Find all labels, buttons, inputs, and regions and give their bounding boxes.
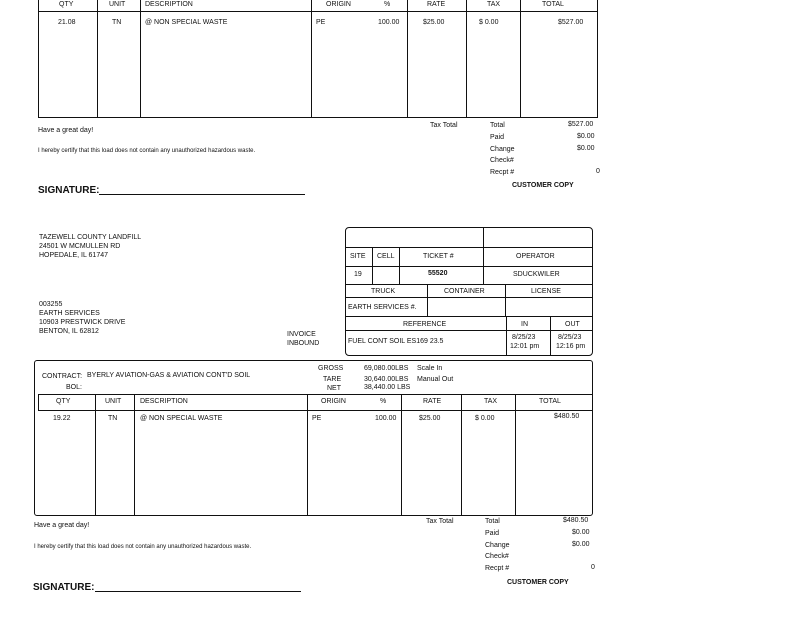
greeting: Have a great day! [34, 522, 90, 529]
row-total: $527.00 [558, 19, 584, 26]
signature-line [99, 194, 305, 195]
summary-label-total: Total [490, 122, 505, 129]
row-tax: $ 0.00 [479, 19, 499, 26]
in-label: IN [521, 321, 528, 328]
in-time: 12:01 pm [510, 343, 540, 350]
summary-label-recpt: Recpt # [490, 169, 515, 176]
row-tax: $ 0.00 [475, 415, 495, 422]
contract-value: BYERLY AVIATION-GAS & AVIATION CONT'D SOIL [87, 372, 251, 379]
reference-label: REFERENCE [403, 321, 447, 328]
header-qty: QTY [56, 398, 71, 405]
site-address-line2: HOPEDALE, IL 61747 [39, 252, 109, 259]
summary-value-change: $0.00 [577, 145, 595, 152]
header-origin: ORIGIN [326, 1, 351, 8]
header-description: DESCRIPTION [145, 1, 193, 8]
out-time: 12:16 pm [556, 343, 586, 350]
summary-value-total: $527.00 [568, 121, 594, 128]
certify-text: I hereby certify that this load does not contain any unauthorized hazardous waste. [34, 544, 252, 550]
summary-label-paid: Paid [485, 530, 500, 537]
summary-label-check: Check# [485, 553, 509, 560]
site-address-line1: 24501 W MCMULLEN RD [39, 243, 121, 250]
summary-value-paid: $0.00 [577, 133, 595, 140]
summary-label-check: Check# [490, 157, 514, 164]
operator-label: OPERATOR [516, 253, 555, 260]
summary-value-recpt: 0 [591, 564, 595, 571]
in-date: 8/25/23 [512, 334, 536, 341]
out-date: 8/25/23 [558, 334, 582, 341]
row-description: @ NON SPECIAL WASTE [140, 415, 223, 422]
summary-label-paid: Paid [490, 134, 505, 141]
row-total: $480.50 [554, 413, 580, 420]
header-description: DESCRIPTION [140, 398, 188, 405]
tax-total-label: Tax Total [426, 518, 454, 525]
customer-id: 003255 [39, 301, 63, 308]
row-unit: TN [112, 19, 122, 26]
header-total: TOTAL [539, 398, 561, 405]
tax-total-label: Tax Total [430, 122, 458, 129]
gross-label: GROSS [318, 365, 344, 372]
truck-label: TRUCK [371, 288, 396, 295]
summary-value-change: $0.00 [572, 541, 590, 548]
gross-note: Scale In [417, 365, 443, 372]
row-pct: 100.00 [378, 19, 400, 26]
net-value: 38,440.00 LBS [364, 384, 411, 391]
header-tax: TAX [487, 1, 501, 8]
header-rate: RATE [427, 1, 446, 8]
summary-label-change: Change [485, 542, 510, 549]
net-label: NET [327, 385, 341, 392]
tare-value: 30,640.00LBS [364, 376, 409, 383]
invoice-label: INVOICE [287, 331, 316, 338]
out-label: OUT [565, 321, 580, 328]
container-label: CONTAINER [444, 288, 485, 295]
certify-text: I hereby certify that this load does not contain any unauthorized hazardous waste. [38, 148, 256, 154]
ticket-value: 55520 [428, 270, 448, 277]
row-pct: 100.00 [375, 415, 397, 422]
site-label: SITE [350, 253, 366, 260]
header-qty: QTY [59, 1, 74, 8]
header-total: TOTAL [542, 1, 564, 8]
bol-label: BOL: [66, 384, 82, 391]
line-items-table [38, 0, 598, 118]
customer-name: EARTH SERVICES [39, 310, 100, 317]
tare-label: TARE [323, 376, 342, 383]
header-pct: % [380, 398, 387, 405]
row-qty: 21.08 [58, 19, 76, 26]
customer-address-line1: 10903 PRESTWICK DRIVE [39, 319, 126, 326]
row-unit: TN [108, 415, 118, 422]
row-origin: PE [316, 19, 326, 26]
row-rate: $25.00 [423, 19, 445, 26]
inbound-label: INBOUND [287, 340, 320, 347]
row-rate: $25.00 [419, 415, 441, 422]
row-qty: 19.22 [53, 415, 71, 422]
header-unit: UNIT [109, 1, 126, 8]
contract-box [34, 360, 593, 516]
summary-value-recpt: 0 [596, 168, 600, 175]
summary-label-change: Change [490, 146, 515, 153]
reference-value: FUEL CONT SOIL ES169 23.5 [348, 338, 444, 345]
gross-value: 69,080.00LBS [364, 365, 409, 372]
tare-note: Manual Out [417, 376, 454, 383]
site-name: TAZEWELL COUNTY LANDFILL [39, 234, 142, 241]
summary-value-total: $480.50 [563, 517, 589, 524]
truck-value: EARTH SERVICES #. [348, 304, 417, 311]
site-value: 19 [354, 271, 362, 278]
summary-label-total: Total [485, 518, 500, 525]
customer-copy-label: CUSTOMER COPY [512, 182, 574, 189]
operator-value: SDUCKWILER [513, 271, 560, 278]
header-tax: TAX [484, 398, 498, 405]
summary-label-recpt: Recpt # [485, 565, 510, 572]
cell-label: CELL [377, 253, 395, 260]
row-origin: PE [312, 415, 322, 422]
header-unit: UNIT [105, 398, 122, 405]
ticket-label: TICKET # [423, 253, 454, 260]
header-origin: ORIGIN [321, 398, 346, 405]
signature-label: SIGNATURE: [33, 582, 95, 593]
customer-copy-label: CUSTOMER COPY [507, 579, 569, 586]
contract-label: CONTRACT: [42, 373, 83, 380]
signature-label: SIGNATURE: [38, 185, 100, 196]
customer-address-line2: BENTON, IL 62812 [39, 328, 99, 335]
signature-line [95, 591, 301, 592]
greeting: Have a great day! [38, 127, 94, 134]
row-description: @ NON SPECIAL WASTE [145, 19, 228, 26]
summary-value-paid: $0.00 [572, 529, 590, 536]
header-rate: RATE [423, 398, 442, 405]
header-pct: % [384, 1, 391, 8]
license-label: LICENSE [531, 288, 561, 295]
